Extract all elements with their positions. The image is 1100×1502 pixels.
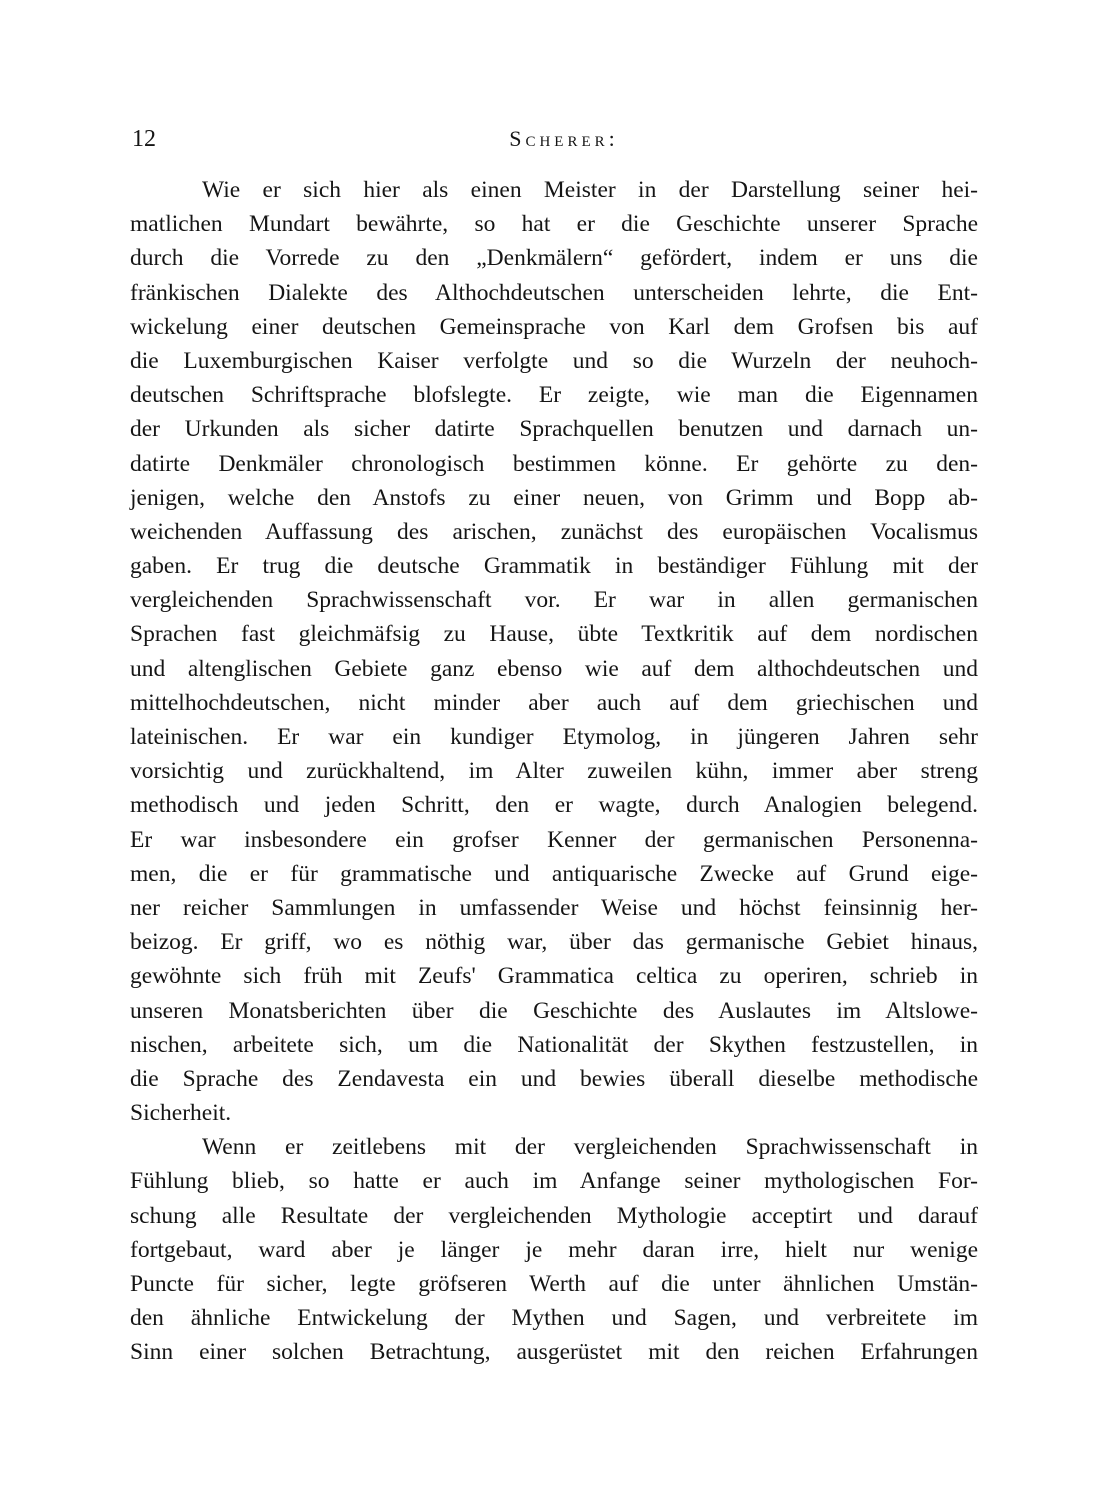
text-line: vorsichtig und zurückhaltend, im Alter zuweilen kühn, immer aber streng xyxy=(130,758,978,785)
text-line: fränkischen Dialekte des Althochdeutschen unterscheiden lehrte, die Ent- xyxy=(130,279,978,306)
running-head xyxy=(130,120,978,160)
text-line: beizog. Er griff, wo es nöthig war, über das germanische Gebiet hinaus, xyxy=(130,929,978,956)
text-line: die Sprache des Zendavesta ein und bewies überall dieselbe methodische xyxy=(130,1065,978,1092)
text-line: Sprachen fast gleichmäfsig zu Hause, übte Textkritik auf dem nordischen xyxy=(130,621,978,648)
text-line: men, die er für grammatische und antiquarische Zwecke auf Grund eige- xyxy=(130,860,978,887)
text-line: fortgebaut, ward aber je länger je mehr daran irre, hielt nur wenige xyxy=(130,1236,978,1263)
text-line: Wenn er zeitlebens mit der vergleichenden Sprachwissenschaft in xyxy=(202,1134,978,1161)
text-line: nischen, arbeitete sich, um die Nationalität der Skythen festzustellen, in xyxy=(130,1031,978,1058)
text-line: matlichen Mundart bewährte, so hat er die Geschichte unserer Sprache xyxy=(130,211,978,238)
body-text xyxy=(130,173,978,1370)
text-line: deutschen Schriftsprache blofslegte. Er zeigte, wie man die Eigennamen xyxy=(130,382,978,409)
text-line: methodisch und jeden Schritt, den er wagte, durch Analogien belegend. xyxy=(130,792,978,819)
text-line: weichenden Auffassung des arischen, zunächst des europäischen Vocalismus xyxy=(130,518,978,545)
book-page xyxy=(130,120,978,1370)
text-line: Puncte für sicher, legte gröfseren Werth auf die unter ähnlichen Umstän- xyxy=(130,1271,978,1297)
paragraph-1 xyxy=(130,173,978,1130)
text-line: gewöhnte sich früh mit Zeufs' Grammatica celtica zu operiren, schrieb in xyxy=(130,963,978,990)
text-line: datirte Denkmäler chronologisch bestimmen könne. Er gehörte zu den- xyxy=(130,450,978,477)
text-line: und altenglischen Gebiete ganz ebenso wie auf dem althochdeutschen und xyxy=(130,655,978,682)
text-line: Fühlung blieb, so hatte er auch im Anfange seiner mythologischen For- xyxy=(130,1168,978,1195)
text-line: wickelung einer deutschen Gemeinsprache von Karl dem Grofsen bis auf xyxy=(130,313,978,340)
text-line: schung alle Resultate der vergleichenden Mythologie acceptirt und darauf xyxy=(130,1202,978,1229)
text-line: gaben. Er trug die deutsche Grammatik in beständiger Fühlung mit der xyxy=(130,553,978,580)
running-title: Scherer: xyxy=(509,126,619,151)
text-line: vergleichenden Sprachwissenschaft vor. Er war in allen germanischen xyxy=(130,587,978,614)
text-line: Er war insbesondere ein grofser Kenner der germanischen Personenna- xyxy=(130,826,978,853)
page-number: 12 xyxy=(132,126,156,152)
text-line: die Luxemburgischen Kaiser verfolgte und so die Wurzeln der neuhoch- xyxy=(130,347,978,374)
text-line: Sinn einer solchen Betrachtung, ausgerüstet mit den reichen Erfahrungen xyxy=(130,1339,978,1366)
text-line: der Urkunden als sicher datirte Sprachquellen benutzen und darnach un- xyxy=(130,416,978,443)
paragraph-2 xyxy=(130,1130,978,1369)
text-line: jenigen, welche den Anstofs zu einer neuen, von Grimm und Bopp ab- xyxy=(130,484,978,511)
text-line: lateinischen. Er war ein kundiger Etymolog, in jüngeren Jahren sehr xyxy=(130,724,978,750)
text-line: mittelhochdeutschen, nicht minder aber auch auf dem griechischen und xyxy=(130,689,978,716)
text-line: unseren Monatsberichten über die Geschichte des Auslautes im Altslowe- xyxy=(130,997,978,1024)
text-line: durch die Vorrede zu den „Denkmälern“ gefördert, indem er uns die xyxy=(130,245,978,272)
text-line: ner reicher Sammlungen in umfassender Weise und höchst feinsinnig her- xyxy=(130,894,978,921)
text-line: den ähnliche Entwickelung der Mythen und Sagen, und verbreitete im xyxy=(130,1305,978,1332)
text-line: Sicherheit. xyxy=(130,1100,232,1127)
text-line: Wie er sich hier als einen Meister in der Darstellung seiner hei- xyxy=(202,177,978,203)
